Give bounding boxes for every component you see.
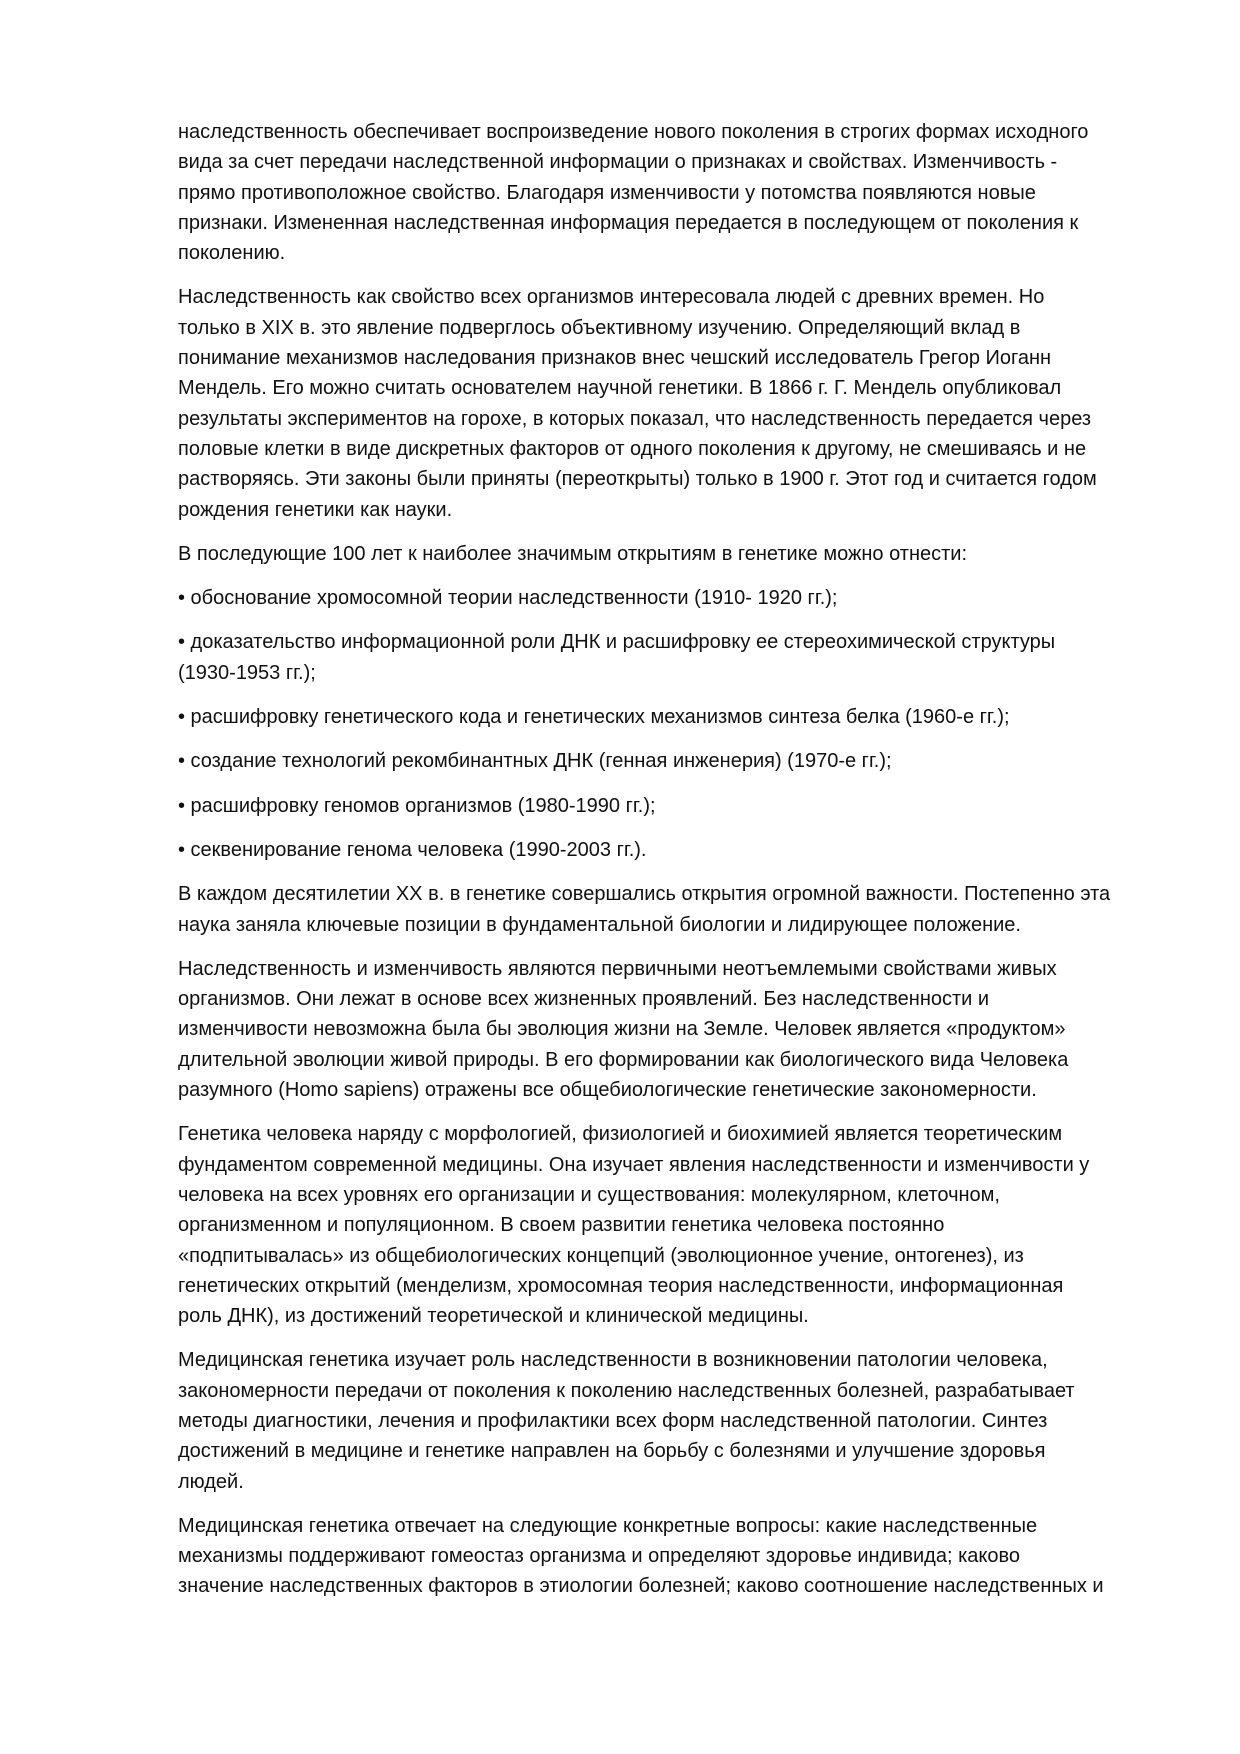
bullet-list-item	[178, 746, 1158, 776]
paragraph	[178, 1511, 1158, 1602]
text-line: наследственность обеспечивает воспроизведение нового поколения в строгих формах исходного	[178, 121, 1089, 143]
bullet-list-item	[178, 627, 1158, 688]
text-line: Медицинская генетика изучает роль наследственности в возникновении патологии человека,	[178, 1349, 1048, 1372]
text-line: понимание механизмов наследования признаков внес чешский исследователь Грегор Иоганн	[178, 347, 1052, 370]
paragraph	[178, 954, 1158, 1105]
text-line: роль ДНК), из достижений теоретической и клинической медицины.	[178, 1305, 809, 1328]
text-line: фундаментом современной медицины. Она изучает явления наследственности и изменчивости у	[178, 1153, 1090, 1176]
document-page	[178, 117, 1158, 1616]
text-line: людей.	[178, 1470, 244, 1493]
text-line: поколению.	[178, 242, 286, 265]
text-line: Генетика человека наряду с морфологией, физиологией и биохимией является теоретическим	[178, 1123, 1063, 1146]
text-line: только в XIX в. это явление подверглось объективному изучению. Определяющий вклад в	[178, 316, 1021, 339]
text-line: закономерности передачи от поколения к поколению наследственных болезней, разрабатывает	[178, 1379, 1075, 1402]
bullet-list-item	[178, 791, 1158, 821]
paragraph	[178, 1345, 1158, 1496]
text-line: • доказательство информационной роли ДНК и расшифровку ее стереохимической структуры	[178, 631, 1056, 654]
text-line: разумного (Homo sapiens) отражены все общебиологические генетические закономерности.	[178, 1079, 1037, 1102]
text-line: В последующие 100 лет к наиболее значимым открытиям в генетике можно отнести:	[178, 542, 967, 565]
text-line: • расшифровку геномов организмов (1980-1990 гг.);	[178, 794, 656, 817]
bullet-list-item	[178, 702, 1158, 732]
paragraph	[178, 1119, 1158, 1331]
text-line: генетических открытий (менделизм, хромосомная теория наследственности, информационная	[178, 1274, 1064, 1297]
text-line: растворяясь. Эти законы были приняты (переоткрыты) только в 1900 г. Этот год и считается годом	[178, 468, 1097, 491]
paragraph	[178, 879, 1158, 940]
paragraph	[178, 539, 1158, 569]
text-line: человека на всех уровнях его организации и существования: молекулярном, клеточном,	[178, 1183, 1000, 1206]
text-line: • секвенирование генома человека (1990-2003 гг.).	[178, 838, 647, 861]
text-line: прямо противоположное свойство. Благодаря изменчивости у потомства появляются новые	[178, 181, 1036, 204]
text-line: наука заняла ключевые позиции в фундаментальной биологии и лидирующее положение.	[178, 913, 1021, 936]
paragraph	[178, 117, 1158, 268]
text-line: Наследственность как свойство всех организмов интересовала людей с древних времен. Но	[178, 286, 1045, 309]
text-line: • создание технологий рекомбинантных ДНК (генная инженерия) (1970-е гг.);	[178, 750, 892, 773]
text-line: результаты экспериментов на горохе, в которых показал, что наследственность передается через	[178, 407, 1092, 430]
text-line: достижений в медицине и генетике направлен на борьбу с болезнями и улучшение здоровья	[178, 1440, 1046, 1463]
text-line: половые клетки в виде дискретных факторов от одного поколения к другому, не смешиваясь и не	[178, 437, 1087, 460]
text-line: рождения генетики как науки.	[178, 498, 453, 521]
text-line: Мендель. Его можно считать основателем научной генетики. В 1866 г. Г. Мендель опубликовал	[178, 377, 1062, 400]
text-line: методы диагностики, лечения и профилактики всех форм наследственной патологии. Синтез	[178, 1409, 1048, 1432]
text-line: механизмы поддерживают гомеостаз организма и определяют здоровье индивида; каково	[178, 1545, 1021, 1568]
text-line: «подпитывалась» из общебиологических концепций (эволюционное учение, онтогенез), из	[178, 1244, 1024, 1267]
text-line: длительной эволюции живой природы. В его формировании как биологического вида Человека	[178, 1048, 1069, 1071]
text-line: вида за счет передачи наследственной информации о признаках и свойствах. Изменчивость -	[178, 151, 1058, 174]
text-line: значение наследственных факторов в этиологии болезней; каково соотношение наследственных и	[178, 1575, 1104, 1598]
text-line: (1930-1953 гг.);	[178, 661, 316, 684]
text-line: организменном и популяционном. В своем развитии генетика человека постоянно	[178, 1214, 945, 1237]
text-line: признаки. Измененная наследственная информация передается в последующем от поколения к	[178, 211, 1079, 234]
text-line: Наследственность и изменчивость являются первичными неотъемлемыми свойствами живых	[178, 957, 1057, 980]
text-line: организмов. Они лежат в основе всех жизненных проявлений. Без наследственности и	[178, 988, 990, 1011]
text-line: • обоснование хромосомной теории наследственности (1910- 1920 гг.);	[178, 587, 838, 610]
text-line: Медицинская генетика отвечает на следующие конкретные вопросы: какие наследственные	[178, 1514, 1038, 1537]
paragraph	[178, 282, 1158, 524]
text-line: В каждом десятилетии XX в. в генетике совершались открытия огромной важности. Постепенно эта	[178, 883, 1111, 906]
text-line: • расшифровку генетического кода и генетических механизмов синтеза белка (1960-е гг.);	[178, 706, 1010, 729]
bullet-list-item	[178, 583, 1158, 613]
text-line: изменчивости невозможна была бы эволюция жизни на Земле. Человек является «продуктом»	[178, 1018, 1066, 1041]
bullet-list-item	[178, 835, 1158, 865]
